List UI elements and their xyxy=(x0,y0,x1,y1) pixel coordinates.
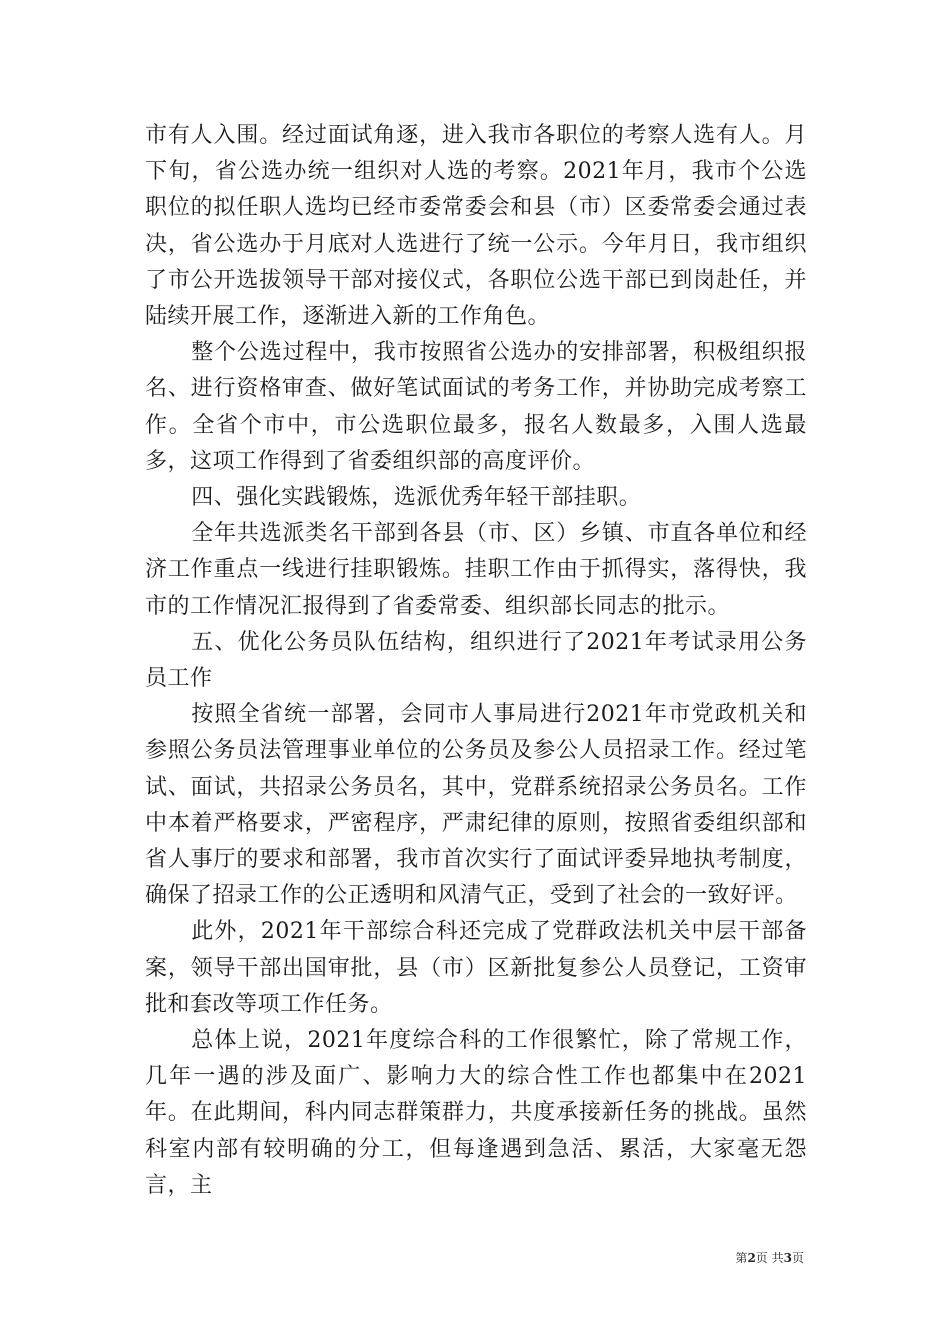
paragraph-2: 整个公选过程中，我市按照省公选办的安排部署，积极组织报名、进行资格审查、做好笔试面试的考务工作，并协助完成考察工作。全省个市中，市公选职位最多，报名人数最多，入围人选最多，这项工作得到了省委组织部的高度评价。 xyxy=(145,340,807,474)
paragraph-6: 总体上说，2021年度综合科的工作很繁忙，除了常规工作，几年一遇的涉及面广、影响力大的综合性工作也都集中在2021年。在此期间，科内同志群策群力，共度承接新任务的挑战。虽然科室内部有较明确的分工，但每逢遇到急活、累活，大家毫无怨言，主 xyxy=(145,1028,807,1198)
footer-prefix: 第 xyxy=(735,1251,748,1265)
footer-middle: 页 共 xyxy=(755,1251,784,1265)
paragraph-1: 市有人入围。经过面试角逐，进入我市各职位的考察人选有人。月下旬，省公选办统一组织对人选的考察。2021年月，我市个公选职位的拟任职人选均已经市委常委会和县（市）区委常委会通过表决，省公选办于月底对人选进行了统一公示。今年月日，我市组织了市公开选拔领导干部对接仪式，各职位公选干部已到岗赴任，并陆续开展工作，逐渐进入新的工作角色。 xyxy=(145,123,807,330)
document-body xyxy=(145,118,807,1204)
footer-current-page: 2 xyxy=(747,1251,756,1265)
footer-suffix: 页 xyxy=(791,1251,804,1265)
section-heading-4: 四、强化实践锻炼，选派优秀年轻干部挂职。 xyxy=(191,485,642,511)
section-heading-5: 五、优化公务员队伍结构，组织进行了2021年考试录用公务员工作 xyxy=(145,629,807,692)
footer-total-pages: 3 xyxy=(783,1251,792,1265)
paragraph-4: 按照全省统一部署，会同市人事局进行2021年市党政机关和参照公务员法管理事业单位的公务员及参公人员招录工作。经过笔试、面试，共招录公务员名，其中，党群系统招录公务员名。工作中本着严格要求，严密程序，严肃纪律的原则，按照省委组织部和省人事厅的要求和部署，我市首次实行了面试评委异地执考制度，确保了招录工作的公正透明和风清气正，受到了社会的一致好评。 xyxy=(145,702,807,909)
page-number-footer xyxy=(735,1250,804,1266)
paragraph-5: 此外，2021年干部综合科还完成了党群政法机关中层干部备案，领导干部出国审批，县（市）区新批复参公人员登记，工资审批和套改等项工作任务。 xyxy=(145,919,807,1017)
paragraph-3: 全年共选派类名干部到各县（市、区）乡镇、市直各单位和经济工作重点一线进行挂职锻炼。挂职工作由于抓得实，落得快，我市的工作情况汇报得到了省委常委、组织部长同志的批示。 xyxy=(145,521,807,619)
